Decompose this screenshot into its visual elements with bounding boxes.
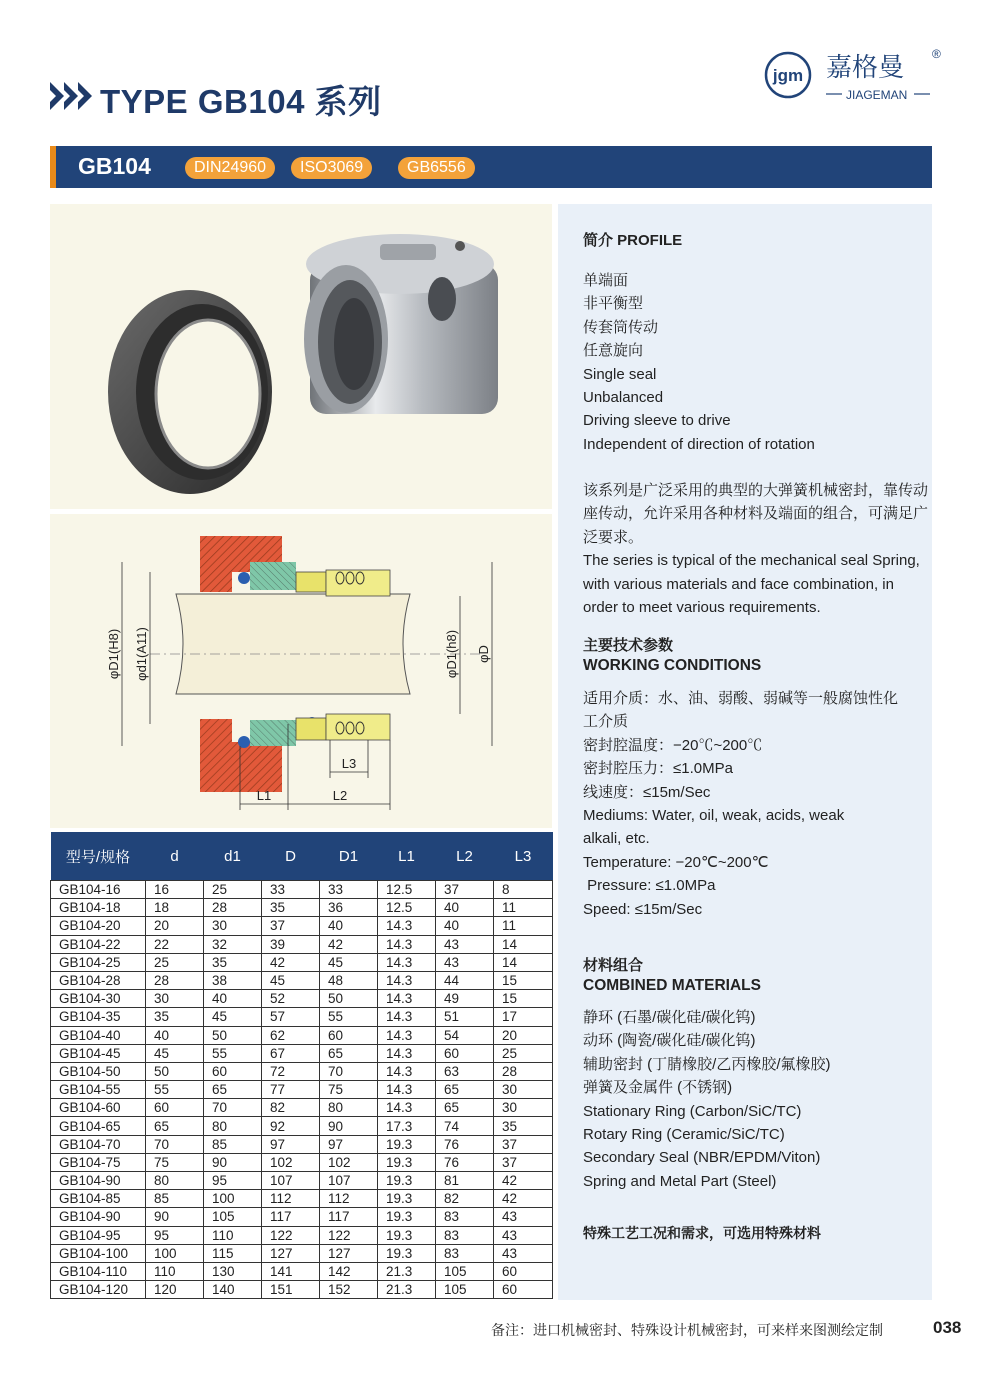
table-row	[51, 1135, 553, 1153]
table-row	[51, 1081, 553, 1099]
value-cell: 14	[494, 935, 553, 953]
value-cell: 30	[494, 1081, 553, 1099]
column-header: L1	[378, 832, 436, 881]
value-cell: 85	[146, 1190, 204, 1208]
value-cell: 14.3	[378, 1099, 436, 1117]
value-cell: 100	[146, 1244, 204, 1262]
model-cell: GB104-110	[51, 1262, 146, 1280]
condition-line: Speed: ≤15m/Sec	[583, 900, 703, 918]
condition-line: 适用介质：水、油、弱酸、弱碱等一般腐蚀性化	[583, 690, 899, 707]
value-cell: 43	[436, 935, 494, 953]
value-cell: 45	[146, 1044, 204, 1062]
product-photo	[50, 204, 552, 509]
desc-cn-line: 座传动，允许采用各种材料及端面的组合，可满足广	[583, 505, 929, 523]
table-row	[51, 1008, 553, 1026]
model-cell: GB104-50	[51, 1062, 146, 1080]
value-cell: 45	[320, 953, 378, 971]
value-cell: 117	[262, 1208, 320, 1226]
section-drawing-panel	[50, 514, 552, 828]
value-cell: 43	[436, 953, 494, 971]
value-cell: 14.3	[378, 1008, 436, 1026]
value-cell: 90	[204, 1153, 262, 1171]
value-cell: 14.3	[378, 1081, 436, 1099]
value-cell: 40	[436, 899, 494, 917]
material-line: 动环 (陶瓷/碳化硅/碳化钨)	[583, 1032, 756, 1050]
table-row	[51, 1117, 553, 1135]
value-cell: 142	[320, 1262, 378, 1280]
table-row	[51, 935, 553, 953]
value-cell: 21.3	[378, 1262, 436, 1280]
value-cell: 151	[262, 1281, 320, 1299]
value-cell: 92	[262, 1117, 320, 1135]
value-cell: 76	[436, 1153, 494, 1171]
value-cell: 28	[204, 899, 262, 917]
value-cell: 33	[320, 881, 378, 899]
table-row	[51, 990, 553, 1008]
profile-features	[583, 269, 815, 456]
value-cell: 43	[494, 1208, 553, 1226]
value-cell: 107	[262, 1172, 320, 1190]
conditions-heading-en: WORKING CONDITIONS	[583, 657, 762, 674]
value-cell: 19.3	[378, 1244, 436, 1262]
table-row	[51, 1062, 553, 1080]
value-cell: 110	[146, 1262, 204, 1280]
value-cell: 14.3	[378, 1044, 436, 1062]
value-cell: 80	[320, 1099, 378, 1117]
condition-line: 工介质	[583, 713, 629, 731]
feature-item: Unbalanced	[583, 389, 664, 407]
logo-en: JIAGEMAN	[846, 88, 908, 102]
value-cell: 11	[494, 917, 553, 935]
material-line: Rotary Ring (Ceramic/SiC/TC)	[583, 1126, 785, 1144]
value-cell: 37	[494, 1153, 553, 1171]
value-cell: 14.3	[378, 917, 436, 935]
value-cell: 35	[262, 899, 320, 917]
value-cell: 85	[204, 1135, 262, 1153]
table-row	[51, 899, 553, 917]
dim-label-D1-H8: φD1(H8)	[106, 628, 121, 680]
table-row	[51, 881, 553, 899]
model-cell: GB104-90	[51, 1172, 146, 1190]
value-cell: 19.3	[378, 1135, 436, 1153]
value-cell: 42	[494, 1172, 553, 1190]
value-cell: 28	[146, 971, 204, 989]
value-cell: 81	[436, 1172, 494, 1190]
model-cell: GB104-120	[51, 1281, 146, 1299]
value-cell: 35	[204, 953, 262, 971]
value-cell: 17	[494, 1008, 553, 1026]
value-cell: 90	[320, 1117, 378, 1135]
value-cell: 54	[436, 1026, 494, 1044]
model-cell: GB104-22	[51, 935, 146, 953]
model-cell: GB104-95	[51, 1226, 146, 1244]
value-cell: 130	[204, 1262, 262, 1280]
value-cell: 65	[204, 1081, 262, 1099]
value-cell: 72	[262, 1062, 320, 1080]
value-cell: 70	[320, 1062, 378, 1080]
stationary-ring-image	[108, 290, 272, 494]
value-cell: 32	[204, 935, 262, 953]
materials-heading	[583, 956, 761, 996]
value-cell: 42	[320, 935, 378, 953]
value-cell: 120	[146, 1281, 204, 1299]
condition-line: alkali, etc.	[583, 830, 650, 848]
value-cell: 37	[436, 881, 494, 899]
value-cell: 48	[320, 971, 378, 989]
feature-item: Independent of direction of rotation	[583, 435, 815, 453]
feature-item: 传套筒传动	[583, 318, 659, 336]
special-materials-note: 特殊工艺工况和需求，可选用特殊材料	[583, 1225, 821, 1241]
value-cell: 140	[204, 1281, 262, 1299]
desc-cn-line: 该系列是广泛采用的典型的大弹簧机械密封，靠传动	[583, 482, 929, 499]
value-cell: 110	[204, 1226, 262, 1244]
material-line: Stationary Ring (Carbon/SiC/TC)	[583, 1102, 802, 1120]
profile-section	[583, 229, 682, 252]
value-cell: 77	[262, 1081, 320, 1099]
dim-label-L1: L1	[256, 788, 272, 803]
table-row	[51, 1226, 553, 1244]
value-cell: 28	[494, 1062, 553, 1080]
table-row	[51, 1099, 553, 1117]
model-cell: GB104-85	[51, 1190, 146, 1208]
value-cell: 50	[204, 1026, 262, 1044]
model-cell: GB104-20	[51, 917, 146, 935]
value-cell: 14.3	[378, 1062, 436, 1080]
desc-cn-line: 泛要求。	[583, 528, 644, 546]
feature-item: 单端面	[583, 272, 629, 289]
condition-line: 密封腔温度：−20℃~200℃	[583, 736, 763, 754]
dim-label-D1-h8: φD1(h8)	[444, 629, 459, 679]
value-cell: 30	[494, 1099, 553, 1117]
value-cell: 102	[262, 1153, 320, 1171]
value-cell: 45	[204, 1008, 262, 1026]
value-cell: 112	[320, 1190, 378, 1208]
model-cell: GB104-40	[51, 1026, 146, 1044]
column-header: d1	[204, 832, 262, 881]
model-cell: GB104-100	[51, 1244, 146, 1262]
model-name: GB104	[78, 153, 151, 179]
dim-label-L3: L3	[341, 756, 357, 771]
value-cell: 49	[436, 990, 494, 1008]
column-header: L3	[494, 832, 553, 881]
column-header: d	[146, 832, 204, 881]
value-cell: 14.3	[378, 935, 436, 953]
value-cell: 82	[262, 1099, 320, 1117]
value-cell: 21.3	[378, 1281, 436, 1299]
model-cell: GB104-30	[51, 990, 146, 1008]
value-cell: 152	[320, 1281, 378, 1299]
value-cell: 12.5	[378, 899, 436, 917]
value-cell: 22	[146, 935, 204, 953]
value-cell: 40	[146, 1026, 204, 1044]
value-cell: 40	[320, 917, 378, 935]
value-cell: 37	[262, 917, 320, 935]
model-cell: GB104-90	[51, 1208, 146, 1226]
table-header-row	[51, 832, 553, 881]
value-cell: 70	[204, 1099, 262, 1117]
value-cell: 95	[204, 1172, 262, 1190]
logo-mark: jgm	[772, 66, 804, 85]
model-cell: GB104-70	[51, 1135, 146, 1153]
value-cell: 19.3	[378, 1190, 436, 1208]
value-cell: 19.3	[378, 1226, 436, 1244]
desc-en-line: The series is typical of the mechanical seal Spring,	[583, 552, 920, 570]
materials-heading-cn: 材料组合	[583, 957, 644, 974]
materials-heading-en: COMBINED MATERIALS	[583, 977, 761, 994]
value-cell: 97	[262, 1135, 320, 1153]
section-drawing	[50, 514, 552, 828]
value-cell: 82	[436, 1190, 494, 1208]
table-row	[51, 1026, 553, 1044]
value-cell: 14.3	[378, 990, 436, 1008]
value-cell: 83	[436, 1244, 494, 1262]
logo-reg: ®	[932, 47, 941, 61]
value-cell: 105	[436, 1262, 494, 1280]
value-cell: 14.3	[378, 1026, 436, 1044]
value-cell: 30	[204, 917, 262, 935]
value-cell: 55	[146, 1081, 204, 1099]
value-cell: 38	[204, 971, 262, 989]
value-cell: 60	[494, 1281, 553, 1299]
value-cell: 112	[262, 1190, 320, 1208]
value-cell: 11	[494, 899, 553, 917]
value-cell: 15	[494, 990, 553, 1008]
feature-item: Driving sleeve to drive	[583, 412, 731, 430]
brand-logo	[764, 42, 954, 104]
model-cell: GB104-28	[51, 971, 146, 989]
column-header: L2	[436, 832, 494, 881]
standard-badge: ISO3069	[291, 157, 372, 179]
model-cell: GB104-25	[51, 953, 146, 971]
value-cell: 18	[146, 899, 204, 917]
value-cell: 65	[146, 1117, 204, 1135]
table-row	[51, 1190, 553, 1208]
value-cell: 15	[494, 971, 553, 989]
profile-heading: 简介 PROFILE	[583, 232, 683, 249]
value-cell: 55	[204, 1044, 262, 1062]
value-cell: 67	[262, 1044, 320, 1062]
model-cell: GB104-18	[51, 899, 146, 917]
condition-line: Pressure: ≤1.0MPa	[583, 877, 716, 895]
conditions-heading-cn: 主要技术参数	[583, 637, 674, 654]
value-cell: 122	[262, 1226, 320, 1244]
value-cell: 74	[436, 1117, 494, 1135]
value-cell: 83	[436, 1226, 494, 1244]
table-row	[51, 1281, 553, 1299]
value-cell: 107	[320, 1172, 378, 1190]
value-cell: 50	[320, 990, 378, 1008]
column-header: D1	[320, 832, 378, 881]
table-row	[51, 1153, 553, 1171]
model-cell: GB104-35	[51, 1008, 146, 1026]
value-cell: 60	[320, 1026, 378, 1044]
material-line: Spring and Metal Part (Steel)	[583, 1172, 777, 1190]
condition-line: Temperature: −20℃~200℃	[583, 853, 769, 871]
column-header: 型号/规格	[51, 832, 146, 881]
value-cell: 102	[320, 1153, 378, 1171]
value-cell: 80	[204, 1117, 262, 1135]
value-cell: 52	[262, 990, 320, 1008]
value-cell: 25	[204, 881, 262, 899]
model-cell: GB104-55	[51, 1081, 146, 1099]
value-cell: 19.3	[378, 1172, 436, 1190]
value-cell: 20	[146, 917, 204, 935]
value-cell: 76	[436, 1135, 494, 1153]
profile-description	[583, 479, 928, 619]
table-row	[51, 953, 553, 971]
standard-badge: DIN24960	[185, 157, 275, 179]
value-cell: 14.3	[378, 953, 436, 971]
value-cell: 127	[320, 1244, 378, 1262]
value-cell: 20	[494, 1026, 553, 1044]
value-cell: 80	[146, 1172, 204, 1190]
feature-item: 非平衡型	[583, 295, 644, 313]
dim-label-d1-A11: φd1(A11)	[134, 627, 149, 681]
value-cell: 57	[262, 1008, 320, 1026]
value-cell: 25	[146, 953, 204, 971]
value-cell: 35	[494, 1117, 553, 1135]
value-cell: 63	[436, 1062, 494, 1080]
value-cell: 33	[262, 881, 320, 899]
value-cell: 44	[436, 971, 494, 989]
page-title: TYPE GB104 系列	[100, 83, 382, 120]
value-cell: 105	[436, 1281, 494, 1299]
value-cell: 17.3	[378, 1117, 436, 1135]
value-cell: 83	[436, 1208, 494, 1226]
model-cell: GB104-45	[51, 1044, 146, 1062]
material-line: 静环 (石墨/碳化硅/碳化钨)	[583, 1009, 756, 1026]
value-cell: 37	[494, 1135, 553, 1153]
value-cell: 30	[146, 990, 204, 1008]
model-cell: GB104-60	[51, 1099, 146, 1117]
value-cell: 45	[262, 971, 320, 989]
table-row	[51, 1244, 553, 1262]
value-cell: 19.3	[378, 1208, 436, 1226]
value-cell: 65	[436, 1081, 494, 1099]
page-number: 038	[933, 1318, 962, 1337]
table-row	[51, 1262, 553, 1280]
condition-line: 线速度：≤15m/Sec	[583, 783, 711, 801]
dim-label-D: φD	[476, 645, 491, 663]
value-cell: 122	[320, 1226, 378, 1244]
value-cell: 60	[436, 1044, 494, 1062]
conditions-heading	[583, 636, 761, 676]
value-cell: 141	[262, 1262, 320, 1280]
material-line: 弹簧及金属件 (不锈钢)	[583, 1079, 733, 1097]
value-cell: 19.3	[378, 1153, 436, 1171]
logo-cn: 嘉格曼	[826, 53, 905, 83]
desc-en-line: with various materials and face combination, in	[583, 575, 894, 593]
value-cell: 90	[146, 1208, 204, 1226]
conditions-list	[583, 687, 898, 921]
value-cell: 60	[204, 1062, 262, 1080]
table-row	[51, 971, 553, 989]
value-cell: 14.3	[378, 971, 436, 989]
value-cell: 35	[146, 1008, 204, 1026]
value-cell: 50	[146, 1062, 204, 1080]
value-cell: 42	[494, 1190, 553, 1208]
value-cell: 127	[262, 1244, 320, 1262]
feature-item: Single seal	[583, 365, 657, 383]
seal-head-image	[304, 234, 498, 414]
standard-badge: GB6556	[398, 157, 475, 179]
model-cell: GB104-65	[51, 1117, 146, 1135]
condition-line: 密封腔压力：≤1.0MPa	[583, 760, 733, 778]
value-cell: 51	[436, 1008, 494, 1026]
spec-table	[50, 832, 553, 1299]
value-cell: 60	[146, 1099, 204, 1117]
material-line: 辅助密封 (丁腈橡胶/乙丙橡胶/氟橡胶)	[583, 1055, 831, 1073]
table-row	[51, 1208, 553, 1226]
value-cell: 16	[146, 881, 204, 899]
model-cell: GB104-16	[51, 881, 146, 899]
value-cell: 97	[320, 1135, 378, 1153]
value-cell: 70	[146, 1135, 204, 1153]
column-header: D	[262, 832, 320, 881]
value-cell: 95	[146, 1226, 204, 1244]
value-cell: 43	[494, 1226, 553, 1244]
value-cell: 62	[262, 1026, 320, 1044]
material-line: Secondary Seal (NBR/EPDM/Viton)	[583, 1149, 821, 1167]
desc-en-line: order to meet various requirements.	[583, 599, 821, 617]
value-cell: 42	[262, 953, 320, 971]
value-cell: 117	[320, 1208, 378, 1226]
value-cell: 12.5	[378, 881, 436, 899]
value-cell: 36	[320, 899, 378, 917]
model-cell: GB104-75	[51, 1153, 146, 1171]
feature-item: 任意旋向	[583, 342, 644, 360]
value-cell: 65	[436, 1099, 494, 1117]
footer-note: 备注：进口机械密封、特殊设计机械密封，可来样来图测绘定制	[491, 1322, 883, 1338]
value-cell: 60	[494, 1262, 553, 1280]
value-cell: 14	[494, 953, 553, 971]
table-body	[51, 881, 553, 1299]
table-row	[51, 917, 553, 935]
materials-list	[583, 1006, 831, 1193]
value-cell: 43	[494, 1244, 553, 1262]
value-cell: 115	[204, 1244, 262, 1262]
value-cell: 8	[494, 881, 553, 899]
value-cell: 75	[320, 1081, 378, 1099]
value-cell: 65	[320, 1044, 378, 1062]
value-cell: 100	[204, 1190, 262, 1208]
model-band	[50, 146, 932, 188]
title-arrows-icon	[50, 80, 92, 112]
value-cell: 40	[436, 917, 494, 935]
condition-line: Mediums: Water, oil, weak, acids, weak	[583, 807, 845, 825]
value-cell: 55	[320, 1008, 378, 1026]
band-accent	[50, 146, 56, 188]
value-cell: 39	[262, 935, 320, 953]
table-row	[51, 1172, 553, 1190]
value-cell: 105	[204, 1208, 262, 1226]
table-row	[51, 1044, 553, 1062]
dim-label-L2: L2	[332, 788, 348, 803]
value-cell: 25	[494, 1044, 553, 1062]
product-photo-panel	[50, 204, 552, 509]
value-cell: 40	[204, 990, 262, 1008]
value-cell: 75	[146, 1153, 204, 1171]
